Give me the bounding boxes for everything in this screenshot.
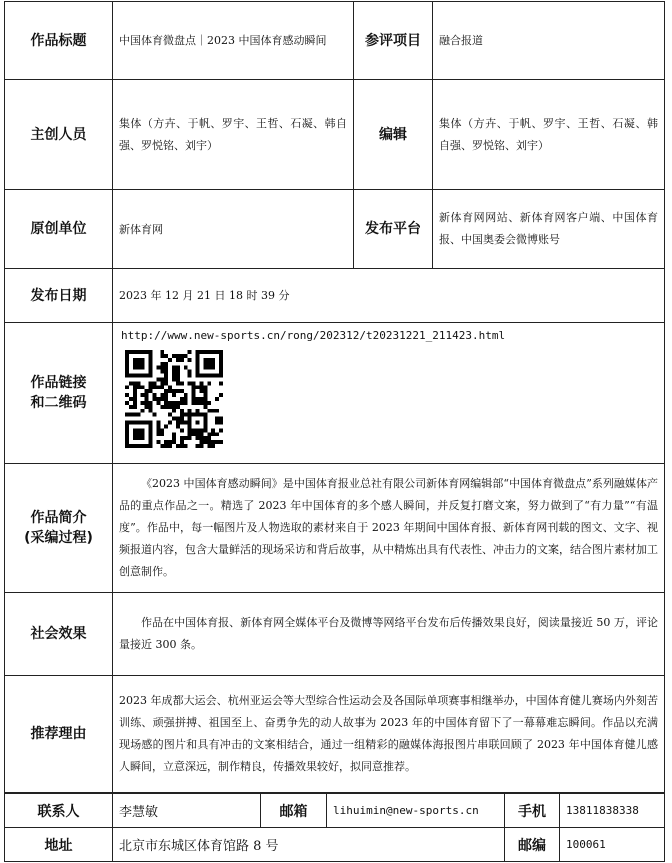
effect-text: 作品在中国体育报、新体育网全媒体平台及微博等网络平台发布后传播效果良好，阅读量接近 50 万，评论量接近 300 条。 [113, 593, 665, 676]
date-value: 2023 年 12 月 21 日 18 时 39 分 [113, 269, 665, 323]
reason-text: 2023 年成都大运会、杭州亚运会等大型综合性运动会及各国际单项赛事相继举办，中国体育健儿赛场内外刻苦训练、顽强拼搏、祖国至上、奋勇争先的动人故事为 2023 年的中国体育留下了一幕幕难忘瞬间。作品以充满现场感的图片和具有冲击的文案相结合，通过一组精彩的融媒体海报图片串联回顾了 2023 年中国体育健儿感人瞬间，立意深远，制作精良，传播效果较好，拟同意推荐。 [113, 676, 665, 793]
origin-label: 原创单位 [5, 190, 113, 269]
entry-info-table [4, 1, 665, 793]
intro-label [5, 464, 113, 593]
qr-code-icon[interactable] [125, 350, 223, 448]
platform-label: 发布平台 [354, 190, 433, 269]
link-cell [113, 323, 665, 464]
email-label: 邮箱 [261, 794, 327, 828]
creators-value: 集体（方卉、于帆、罗宇、王哲、石凝、韩自强、罗悦铭、刘宇） [113, 80, 354, 190]
email-value[interactable]: lihuimin@new-sports.cn [327, 794, 505, 828]
contact-person-label: 联系人 [5, 794, 113, 828]
address-label: 地址 [5, 828, 113, 862]
link-label-line2: 和二维码 [30, 395, 87, 411]
date-label: 发布日期 [5, 269, 113, 323]
category-value: 融合报道 [433, 2, 665, 80]
date-row [5, 269, 665, 323]
title-label: 作品标题 [5, 2, 113, 80]
origin-value: 新体育网 [113, 190, 354, 269]
origin-row [5, 190, 665, 269]
effect-row [5, 593, 665, 676]
award-application-form [4, 1, 664, 862]
intro-text: 《2023 中国体育感动瞬间》是中国体育报业总社有限公司新体育网编辑部“中国体育微盘点”系列融媒体产品的重点作品之一。精选了 2023 年中国体育的多个感人瞬间，并反复打磨文案，努力做到了“有力量”“有温度”。作品中，每一幅图片及人物选取的素材来自于 2023 年期间中国体育报、新体育网刊载的图文、文字、视频报道内容，包含大量鲜活的现场采访和背后故事，从中精炼出具有代表性、冲击力的文案，结合图片素材加工创意制作。 [113, 464, 665, 593]
contact-person-value: 李慧敏 [113, 794, 261, 828]
work-url-link[interactable]: http://www.new-sports.cn/rong/202312/t20231221_211423.html [121, 329, 506, 342]
reason-row [5, 676, 665, 793]
contact-row [5, 794, 665, 828]
link-row [5, 323, 665, 464]
creators-row [5, 80, 665, 190]
editors-value: 集体（方卉、于帆、罗宇、王哲、石凝、韩自强、罗悦铭、刘宇） [433, 80, 665, 190]
title-value: 中国体育微盘点｜2023 中国体育感动瞬间 [113, 2, 354, 80]
editors-label: 编辑 [354, 80, 433, 190]
link-label-line1: 作品链接 [30, 375, 87, 391]
zip-value: 100061 [560, 828, 665, 862]
intro-label-line2: (采编过程) [24, 530, 93, 546]
intro-label-line1: 作品简介 [30, 510, 87, 526]
effect-label: 社会效果 [5, 593, 113, 676]
title-row [5, 2, 665, 80]
phone-value: 13811838338 [560, 794, 665, 828]
link-label [5, 323, 113, 464]
intro-row [5, 464, 665, 593]
address-value: 北京市东城区体育馆路 8 号 [113, 828, 505, 862]
platform-value: 新体育网网站、新体育网客户端、中国体育报、中国奥委会微博账号 [433, 190, 665, 269]
reason-label: 推荐理由 [5, 676, 113, 793]
category-label: 参评项目 [354, 2, 433, 80]
creators-label: 主创人员 [5, 80, 113, 190]
address-row [5, 828, 665, 862]
phone-label: 手机 [505, 794, 560, 828]
zip-label: 邮编 [505, 828, 560, 862]
contact-table [4, 793, 665, 862]
